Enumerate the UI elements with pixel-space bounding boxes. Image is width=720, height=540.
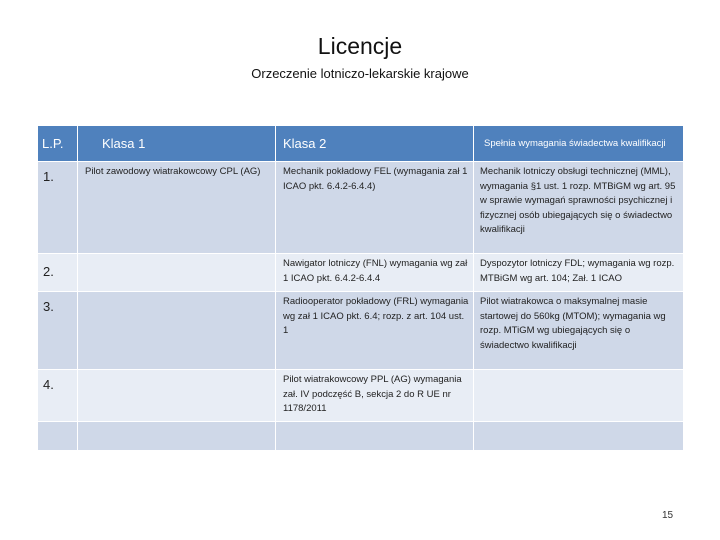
cell-swiadectwo: Dyspozytor lotniczy FDL; wymagania wg rozp. MTBiGM wg art. 104; Zał. 1 ICAO: [474, 254, 684, 292]
row-number: 2.: [38, 254, 78, 292]
table-row: [38, 292, 684, 370]
cell-klasa-1: [78, 370, 276, 422]
header-klasa-1: Klasa 1: [78, 126, 276, 162]
table-row: [38, 422, 684, 451]
cell-klasa-2: [276, 422, 474, 451]
header-klasa-2: Klasa 2: [276, 126, 474, 162]
table-row: [38, 162, 684, 254]
cell-swiadectwo: [474, 422, 684, 451]
table-row: [38, 370, 684, 422]
slide-title: Licencje: [317, 33, 403, 59]
cell-swiadectwo: [474, 370, 684, 422]
slide-subtitle: Orzeczenie lotniczo-lekarskie krajowe: [251, 66, 469, 81]
cell-klasa-2: Pilot wiatrakowcowy PPL (AG) wymagania zał. IV podczęść B, sekcja 2 do R UE nr 1178/2011: [276, 370, 474, 422]
page-number: 15: [662, 510, 674, 521]
cell-klasa-1: [78, 254, 276, 292]
cell-klasa-2: Mechanik pokładowy FEL (wymagania zał 1 ICAO pkt. 6.4.2-6.4.4): [276, 162, 474, 254]
cell-klasa-2: Nawigator lotniczy (FNL) wymagania wg zał 1 ICAO pkt. 6.4.2-6.4.4: [276, 254, 474, 292]
cell-klasa-1: [78, 422, 276, 451]
row-number: 1.: [38, 162, 78, 254]
cell-swiadectwo: Pilot wiatrakowca o maksymalnej masie startowej do 560kg (MTOM); wymagania wg rozp. MTiGM wg ubiegających się o świadectwo kwalifikacji: [474, 292, 684, 370]
header-lp: L.P.: [38, 126, 78, 162]
row-number: 4.: [38, 370, 78, 422]
table-row: [38, 254, 684, 292]
row-number: [38, 422, 78, 451]
header-swiadectwo: Spełnia wymagania świadectwa kwalifikacji: [474, 126, 684, 162]
cell-swiadectwo: Mechanik lotniczy obsługi technicznej (MML), wymagania §1 ust. 1 rozp. MTBiGM wg art. 95 w sprawie wymagań sprawności psychicznej i fizycznej osób ubiegających się o świadectwo kwalifikacji: [474, 162, 684, 254]
row-number: 3.: [38, 292, 78, 370]
cell-klasa-1: Pilot zawodowy wiatrakowcowy CPL (AG): [78, 162, 276, 254]
table-header-row: [38, 126, 684, 162]
cell-klasa-1: [78, 292, 276, 370]
licence-table: [37, 125, 684, 451]
cell-klasa-2: Radiooperator pokładowy (FRL) wymagania wg zał 1 ICAO pkt. 6.4; rozp. z art. 104 ust. 1: [276, 292, 474, 370]
